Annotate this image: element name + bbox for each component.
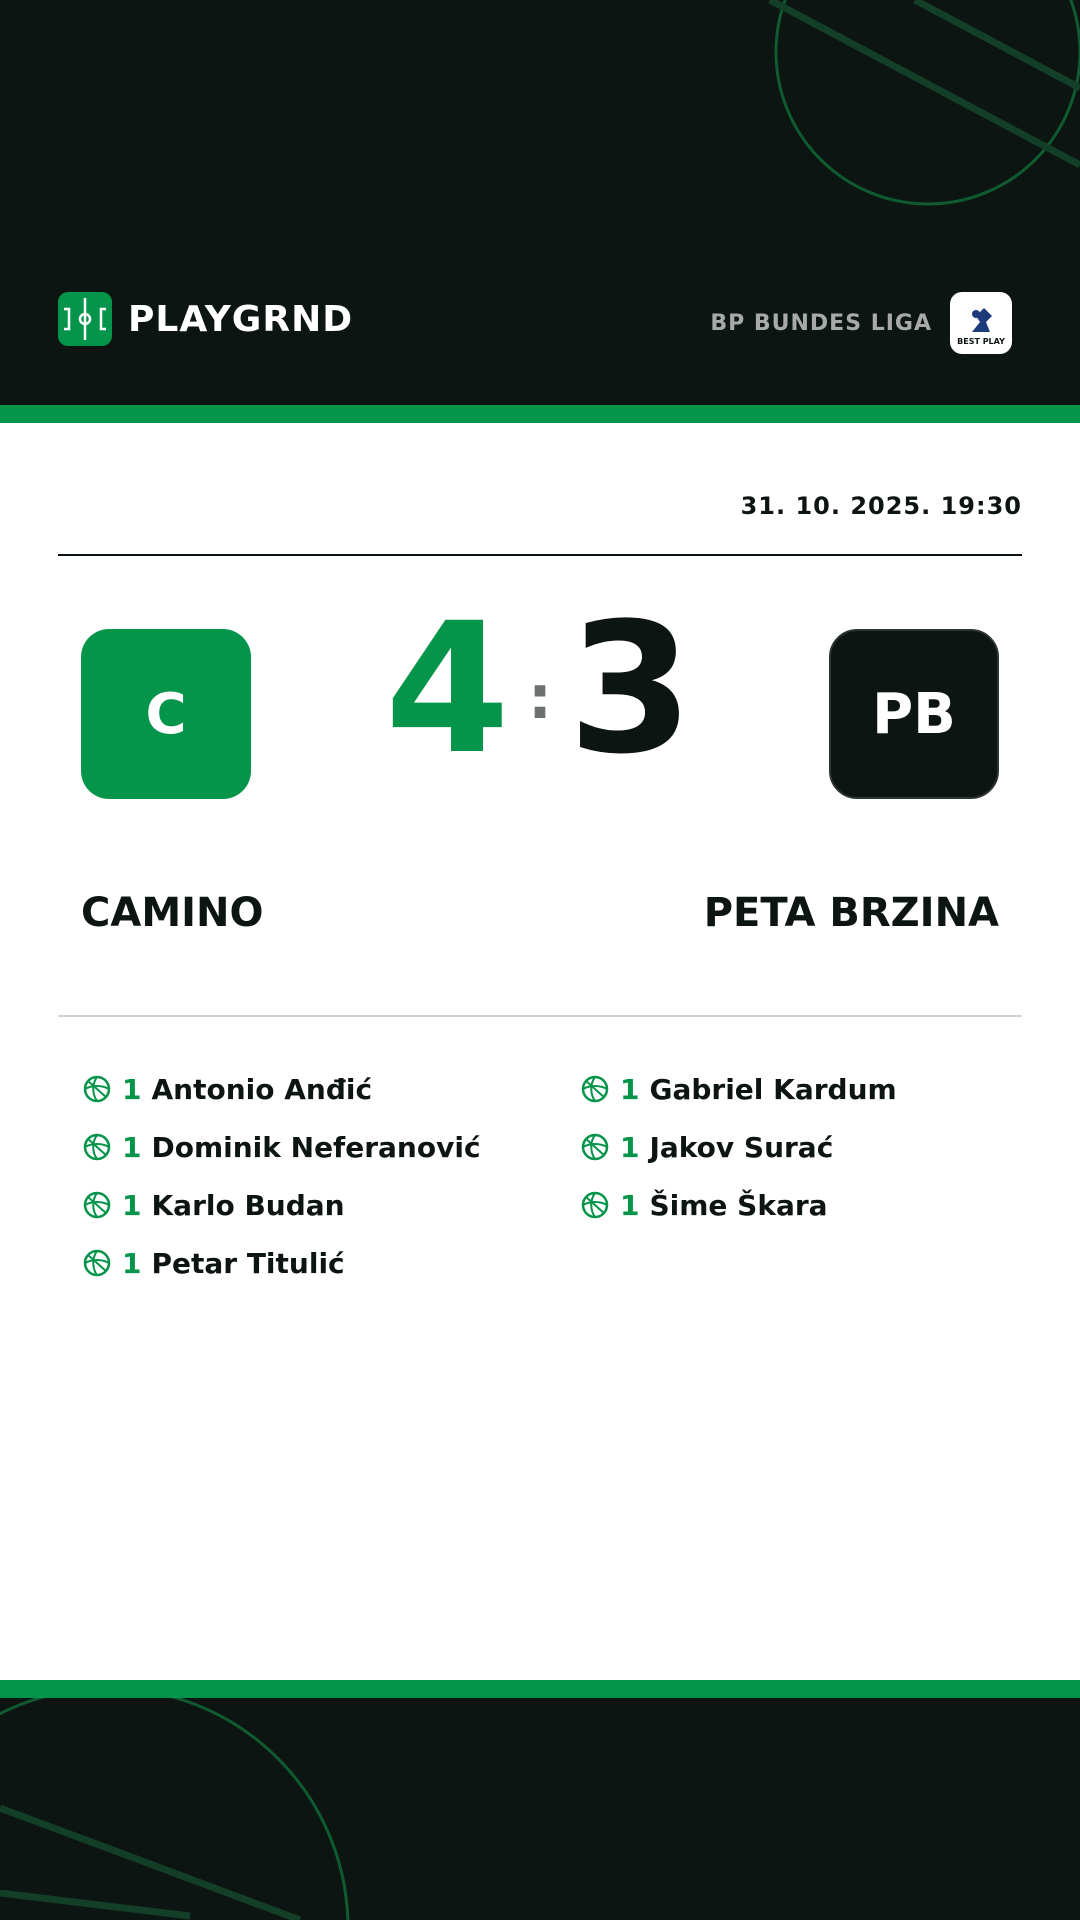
scorer-name: Gabriel Kardum [649, 1072, 897, 1106]
pitch-decoration [0, 1698, 1080, 1920]
footer [0, 1698, 1080, 1920]
home-team-crest: C [81, 629, 251, 799]
football-icon [82, 1132, 112, 1162]
scorer-item [82, 1234, 481, 1292]
scorer-name: Antonio Anđić [151, 1072, 373, 1106]
league-badge [950, 292, 1012, 354]
football-icon [580, 1132, 610, 1162]
away-team-name: PETA BRZINA [703, 890, 999, 936]
league [710, 292, 1012, 354]
football-icon [82, 1190, 112, 1220]
league-name: BP BUNDES LIGA [710, 310, 932, 336]
scorer-item [82, 1176, 481, 1234]
away-score: 3 [568, 585, 694, 794]
scorer-goals: 1 [122, 1246, 142, 1280]
football-icon [580, 1190, 610, 1220]
divider [58, 1015, 1022, 1017]
football-pitch-icon [58, 292, 112, 346]
scorer-name: Šime Škara [649, 1188, 828, 1222]
footer-accent-bar [0, 1680, 1080, 1698]
scorer-name: Karlo Budan [151, 1188, 345, 1222]
scorer-item [580, 1060, 897, 1118]
match-datetime: 31. 10. 2025. 19:30 [740, 492, 1022, 520]
scorer-item [580, 1176, 897, 1234]
scorer-goals: 1 [620, 1130, 640, 1164]
scorer-item [82, 1060, 481, 1118]
scorer-goals: 1 [122, 1188, 142, 1222]
away-scorers-list [580, 1060, 897, 1234]
scorer-goals: 1 [620, 1188, 640, 1222]
scorer-name: Jakov Surać [649, 1130, 834, 1164]
football-icon [580, 1074, 610, 1104]
brand [58, 292, 353, 346]
brand-name: PLAYGRND [128, 298, 354, 340]
league-badge-text: BEST PLAY [957, 337, 1005, 346]
scorer-item [82, 1118, 481, 1176]
header-accent-bar [0, 405, 1080, 423]
home-team-name: CAMINO [81, 890, 264, 936]
scorer-name: Petar Titulić [151, 1246, 345, 1280]
header [0, 0, 1080, 405]
scorer-goals: 1 [122, 1130, 142, 1164]
football-icon [82, 1074, 112, 1104]
scorer-goals: 1 [122, 1072, 142, 1106]
scorer-goals: 1 [620, 1072, 640, 1106]
score-separator: : [528, 663, 552, 733]
home-scorers-list [82, 1060, 481, 1292]
football-icon [82, 1248, 112, 1278]
home-score: 4 [384, 585, 510, 794]
scorer-item [580, 1118, 897, 1176]
away-team-crest: PB [829, 629, 999, 799]
divider [58, 554, 1022, 556]
scorer-name: Dominik Neferanović [151, 1130, 481, 1164]
